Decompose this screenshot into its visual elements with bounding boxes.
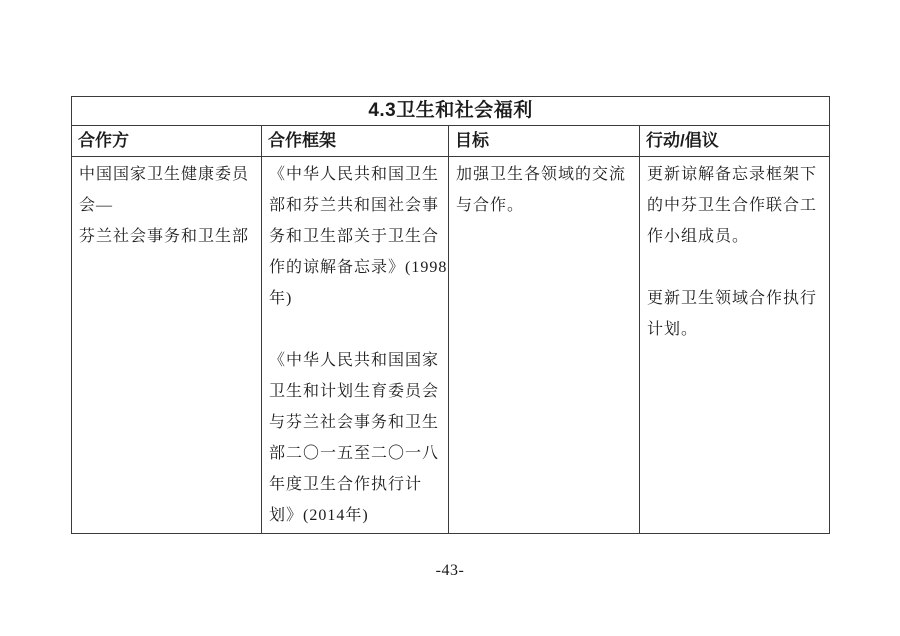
- text-line: 年): [269, 290, 293, 307]
- column-header-goal: 目标: [449, 126, 640, 157]
- cooperation-table: [71, 96, 830, 534]
- column-header-framework: 合作框架: [262, 126, 449, 157]
- text-line: 作的谅解备忘录》(1998: [269, 259, 448, 276]
- text-line: 更新谅解备忘录框架下: [647, 166, 818, 183]
- text-line: 作小组成员。: [647, 228, 750, 245]
- cell-action: [640, 157, 830, 534]
- text-line: 中国国家卫生健康委员: [79, 166, 250, 183]
- page-number: -43-: [435, 562, 465, 579]
- cell-partner: [72, 157, 262, 534]
- text-line: 划》(2014年): [269, 507, 369, 524]
- text-line: 与合作。: [456, 197, 525, 214]
- table-row: [72, 157, 830, 534]
- text-line: 年度卫生合作执行计: [269, 476, 423, 493]
- text-line: 卫生和计划生育委员会: [269, 383, 440, 400]
- text-line: 更新卫生领域合作执行: [647, 290, 818, 307]
- text-line: 芬兰社会事务和卫生部: [79, 228, 250, 245]
- text-line: 的中芬卫生合作联合工: [647, 197, 818, 214]
- paragraph: [647, 159, 825, 252]
- text-line: 《中华人民共和国卫生: [269, 166, 440, 183]
- text-line: 部二〇一五至二〇一八: [269, 445, 440, 462]
- text-line: 与芬兰社会事务和卫生: [269, 414, 440, 431]
- paragraph: [456, 159, 635, 221]
- paragraph: [269, 159, 448, 314]
- text-line: 会—: [79, 197, 114, 214]
- table-title-row: [72, 97, 830, 126]
- column-header-partner: 合作方: [72, 126, 262, 157]
- section-title: 4.3卫生和社会福利: [72, 97, 830, 126]
- paragraph: [647, 283, 825, 345]
- text-line: 计划。: [647, 321, 699, 338]
- text-line: 加强卫生各领域的交流: [456, 166, 627, 183]
- text-line: 《中华人民共和国国家: [269, 352, 440, 369]
- cell-goal: [449, 157, 640, 534]
- cell-framework: [262, 157, 449, 534]
- paragraph: [269, 345, 444, 531]
- text-line: 务和卫生部关于卫生合: [269, 228, 440, 245]
- text-line: 部和芬兰共和国社会事: [269, 197, 440, 214]
- column-header-action: 行动/倡议: [640, 126, 830, 157]
- table-header-row: [72, 126, 830, 157]
- paragraph: [79, 159, 257, 252]
